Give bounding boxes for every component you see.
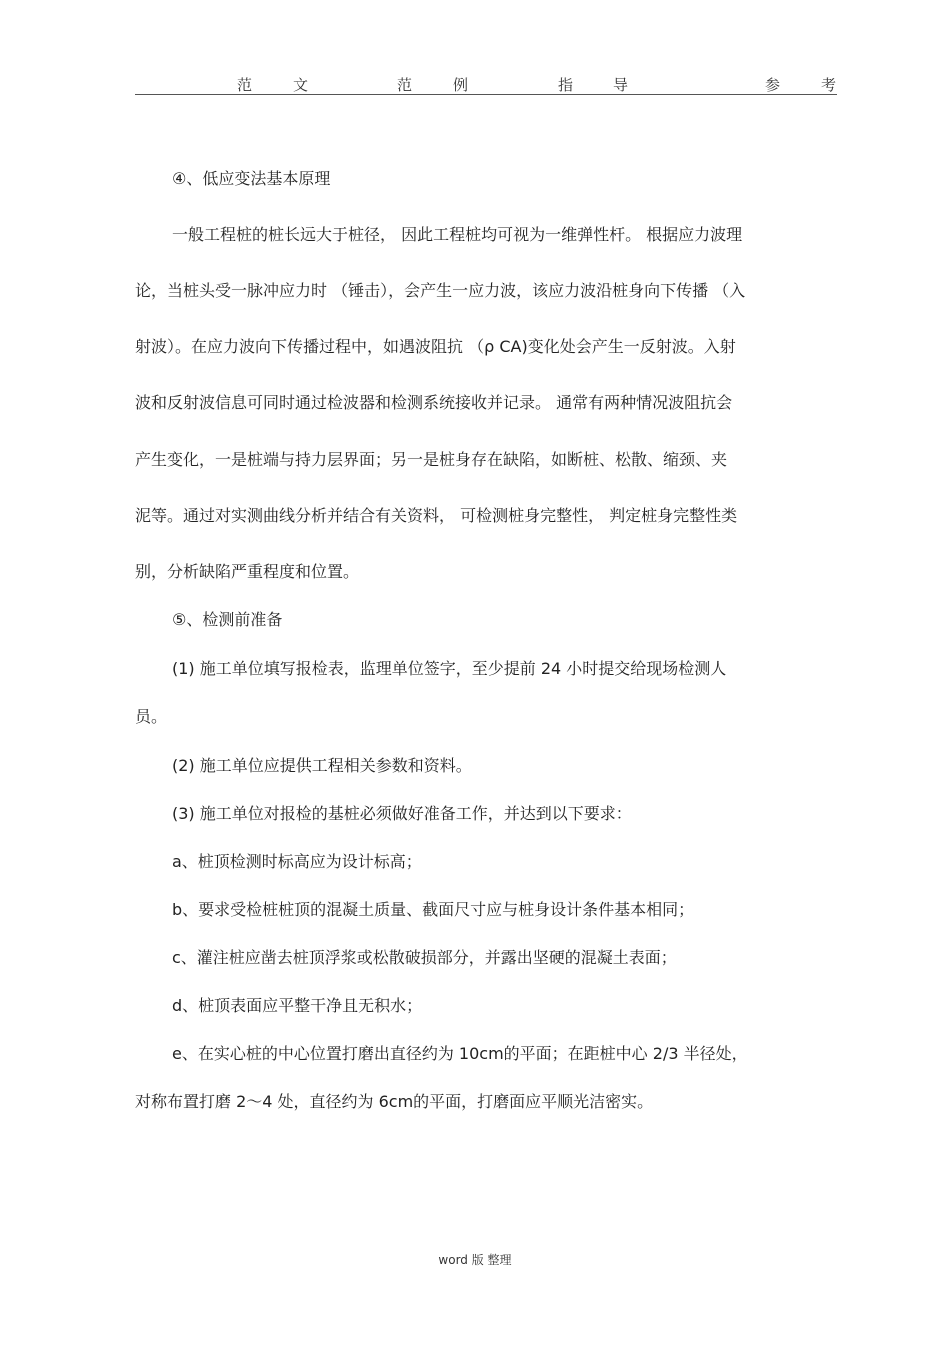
paragraph-line: 波和反射波信息可同时通过检波器和检测系统接收并记录。 通常有两种情况波阻抗会 — [135, 393, 733, 412]
paragraph-line: 一般工程桩的桩长远大于桩径， 因此工程桩均可视为一维弹性杆。 根据应力波理 — [172, 225, 743, 244]
paragraph-line: 产生变化，一是桩端与持力层界面；另一是桩身存在缺陷，如断桩、松散、缩颈、夹 — [135, 450, 728, 469]
paragraph-line: 别，分析缺陷严重程度和位置。 — [135, 562, 360, 581]
paragraph-line: 论，当桩头受一脉冲应力时 （锤击），会产生一应力波，该应力波沿桩身向下传播 （入 — [135, 281, 746, 300]
requirement-a: a、桩顶检测时标高应为设计标高； — [172, 852, 422, 871]
requirement-e: e、在实心桩的中心位置打磨出直径约为 10cm的平面；在距桩中心 2/3 半径处， — [172, 1044, 748, 1063]
header-rule — [135, 94, 837, 95]
requirement-b: b、要求受检桩桩顶的混凝土质量、截面尺寸应与桩身设计条件基本相同； — [172, 900, 695, 919]
paragraph-line: 射波）。在应力波向下传播过程中，如遇波阻抗 （ρ CA)变化处会产生一反射波。入射 — [135, 337, 736, 356]
header-char: 范 — [397, 76, 413, 94]
header-char: 文 — [293, 76, 309, 94]
list-item-1: (1) 施工单位填写报检表，监理单位签字，至少提前 24 小时提交给现场检测人 — [172, 659, 727, 678]
page-footer: word 版 整理 — [438, 1253, 512, 1267]
section-5-title: ⑤、检测前准备 — [172, 610, 283, 629]
header-char: 指 — [558, 76, 574, 94]
header-char: 考 — [821, 76, 837, 94]
section-4-title: ④、低应变法基本原理 — [172, 169, 331, 188]
requirement-d: d、桩顶表面应平整干净且无积水； — [172, 996, 423, 1015]
list-item-3: (3) 施工单位对报检的基桩必须做好准备工作，并达到以下要求： — [172, 804, 632, 823]
header-char: 例 — [453, 76, 469, 94]
header-char: 导 — [613, 76, 629, 94]
page-header — [135, 74, 837, 94]
list-item-2: (2) 施工单位应提供工程相关参数和资料。 — [172, 756, 472, 775]
header-char: 参 — [765, 76, 781, 94]
header-char: 范 — [237, 76, 253, 94]
requirement-e-continued: 对称布置打磨 2～4 处，直径约为 6cm的平面，打磨面应平顺光洁密实。 — [135, 1092, 654, 1111]
requirement-c: c、灌注桩应凿去桩顶浮浆或松散破损部分，并露出坚硬的混凝土表面； — [172, 948, 677, 967]
paragraph-line: 泥等。通过对实测曲线分析并结合有关资料， 可检测桩身完整性， 判定桩身完整性类 — [135, 506, 738, 525]
list-item-1-continued: 员。 — [135, 707, 168, 726]
